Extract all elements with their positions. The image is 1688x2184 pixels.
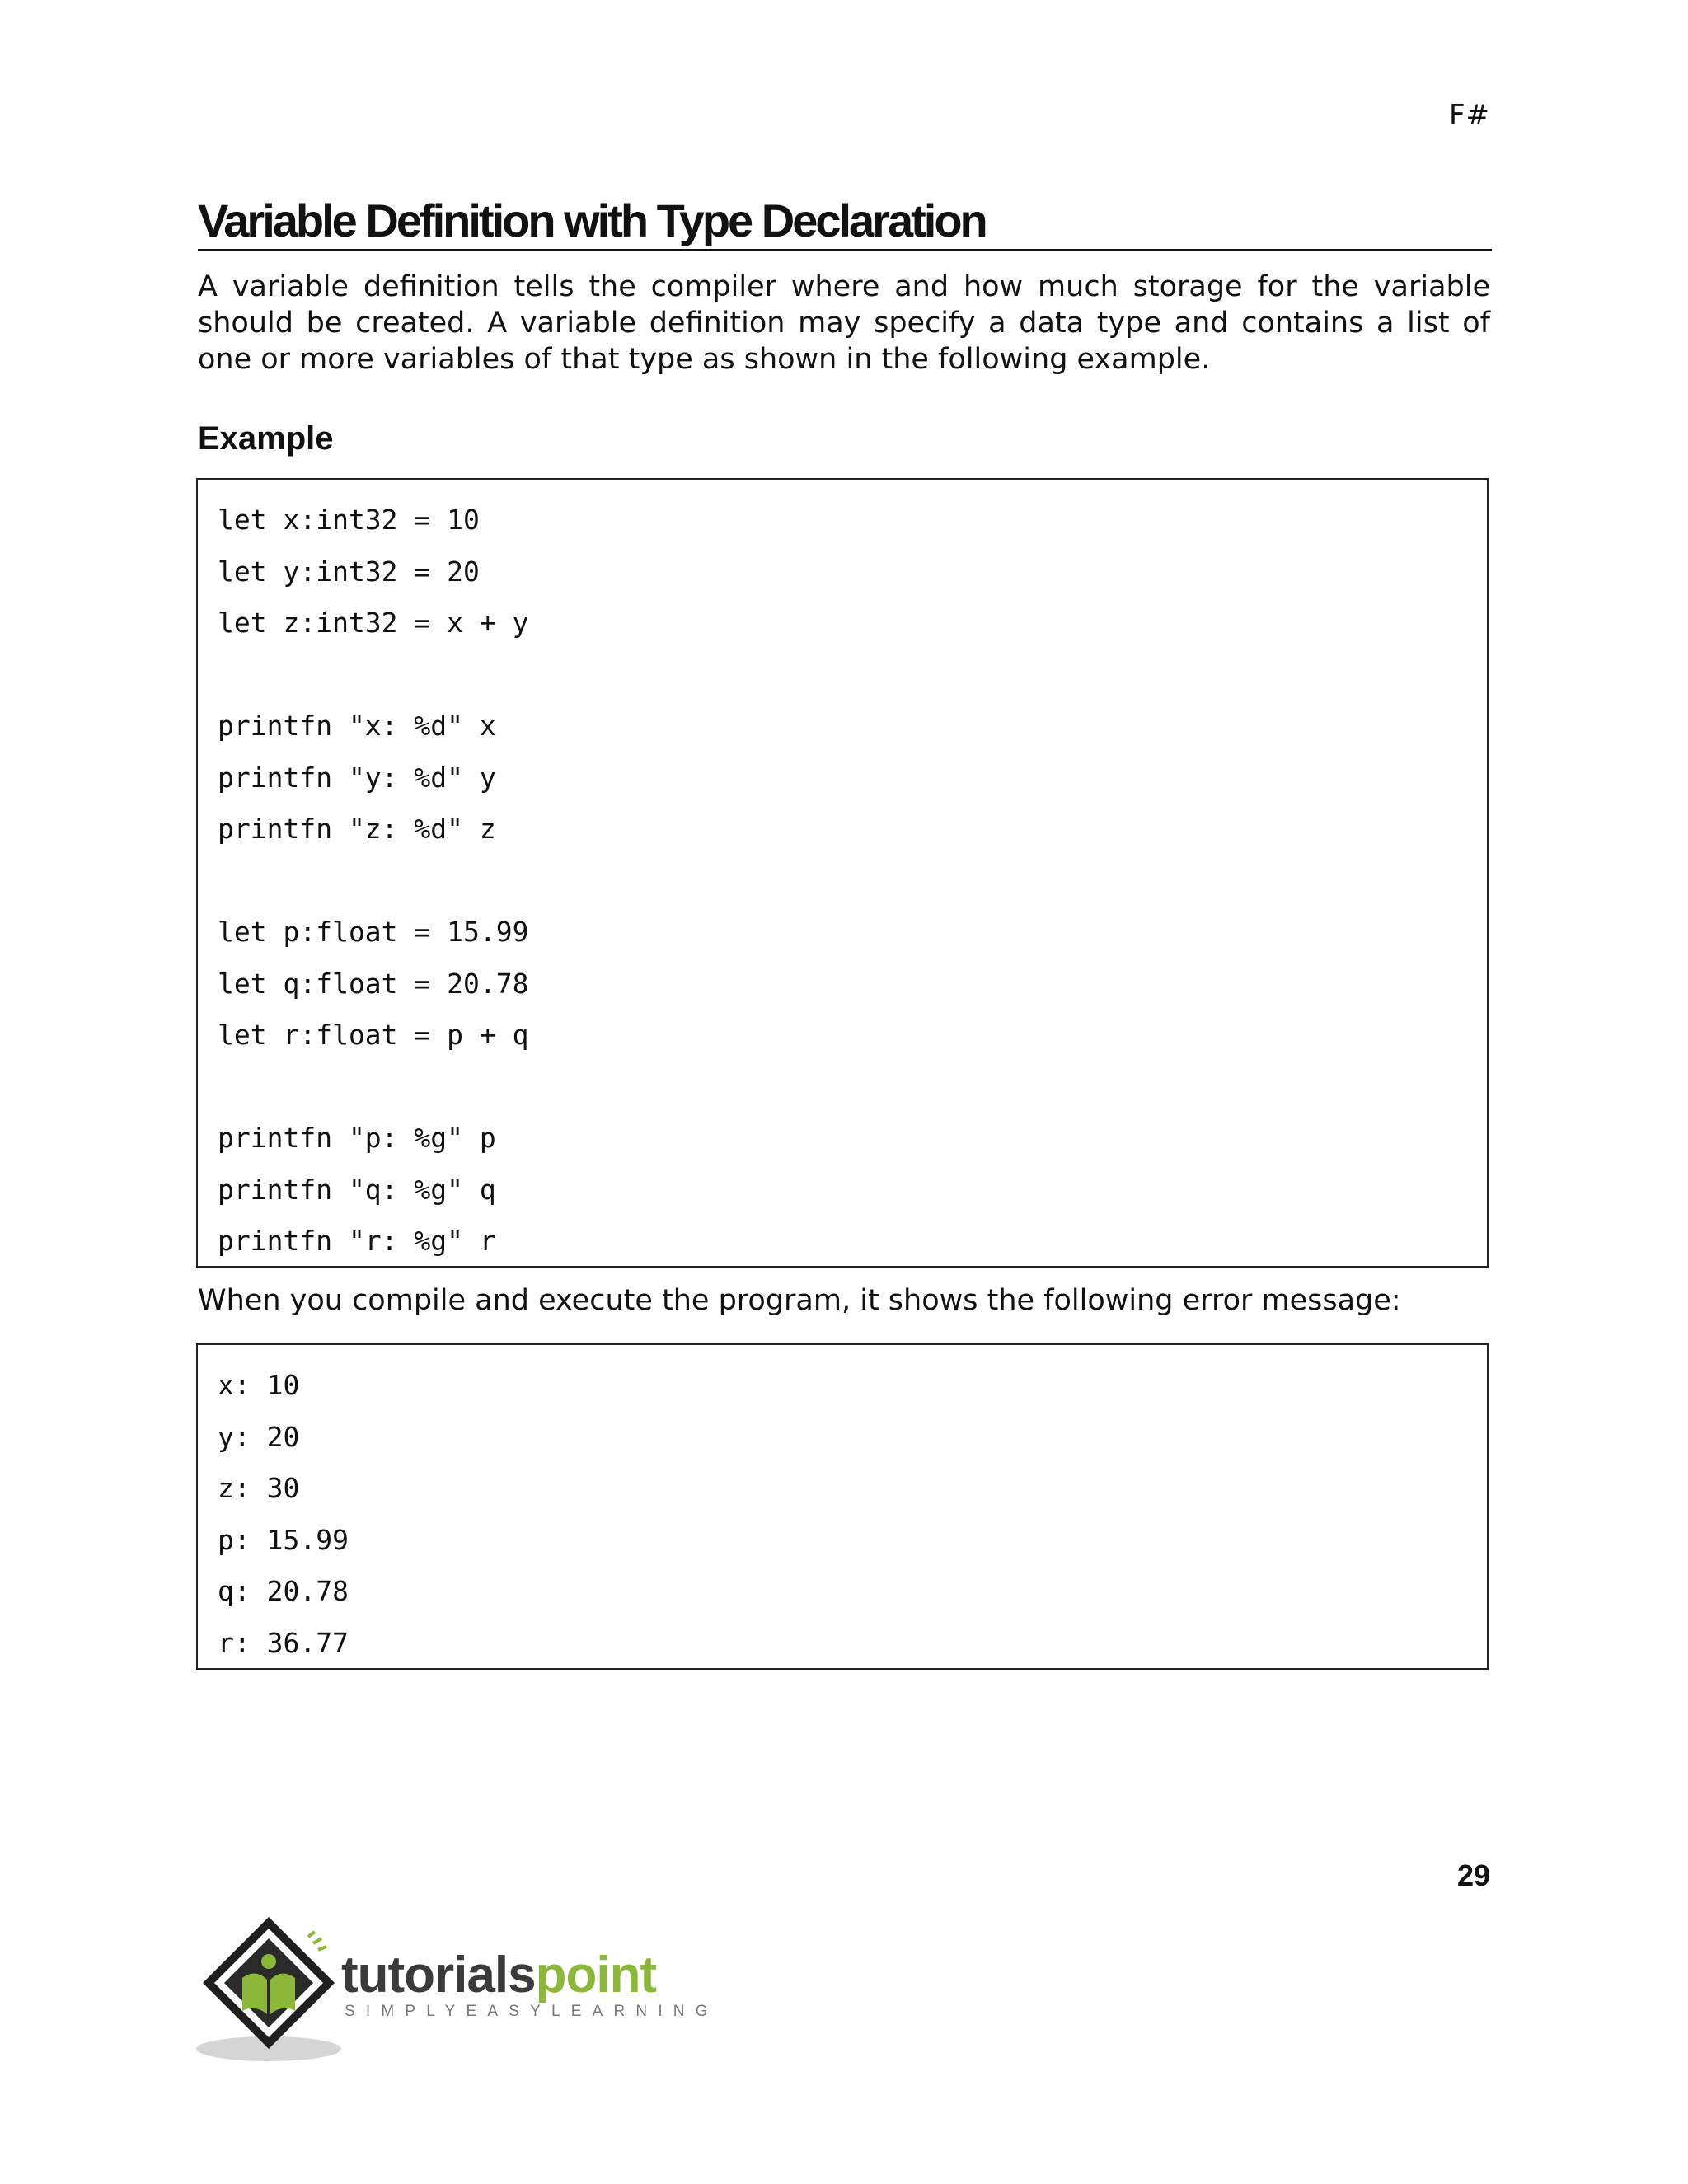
code-line: let r:float = p + q — [218, 1019, 529, 1051]
logo-emblem-icon — [195, 1910, 343, 2067]
logo-tagline: SIMPLYEASYLEARNING — [345, 2003, 719, 2020]
output-line: p: 15.99 — [218, 1523, 349, 1556]
intro-paragraph: A variable definition tells the compiler where and how much storage for the variable should be created. A variable definition may specify a data type and contains a list of one or more variables of that type as shown in the following example. — [198, 270, 1490, 376]
code-line: let x:int32 = 10 — [218, 504, 480, 536]
code-line: printfn "x: %d" x — [218, 710, 496, 742]
code-line: let q:float = 20.78 — [218, 967, 529, 1000]
code-line: printfn "p: %g" p — [218, 1122, 496, 1154]
output-block — [196, 1343, 1489, 1670]
code-line — [218, 855, 1487, 907]
page-number: 29 — [1456, 1858, 1490, 1892]
logo-wordmark: tutorialspoint — [341, 1947, 657, 2004]
code-line: printfn "y: %d" y — [218, 761, 496, 794]
code-line — [218, 1062, 1487, 1113]
output-line: x: 10 — [218, 1369, 300, 1401]
code-line: printfn "z: %d" z — [218, 813, 496, 845]
output-line: y: 20 — [218, 1420, 300, 1453]
code-block — [196, 478, 1489, 1268]
section-title: Variable Definition with Type Declaration — [198, 198, 1492, 251]
output-line: r: 36.77 — [218, 1626, 349, 1659]
code-line: printfn "r: %g" r — [218, 1225, 496, 1257]
output-line: z: 30 — [218, 1472, 300, 1504]
tutorialspoint-logo — [195, 1910, 719, 2067]
example-heading: Example — [198, 420, 334, 457]
code-line: printfn "q: %g" q — [218, 1173, 496, 1206]
code-line — [218, 649, 1487, 701]
code-line: let z:int32 = x + y — [218, 607, 529, 639]
result-caption: When you compile and execute the program, it shows the following error message: — [198, 1284, 1401, 1317]
output-line: q: 20.78 — [218, 1575, 349, 1607]
code-line: let y:int32 = 20 — [218, 555, 480, 588]
code-line: let p:float = 15.99 — [218, 916, 529, 948]
running-header: F# — [1448, 99, 1490, 132]
